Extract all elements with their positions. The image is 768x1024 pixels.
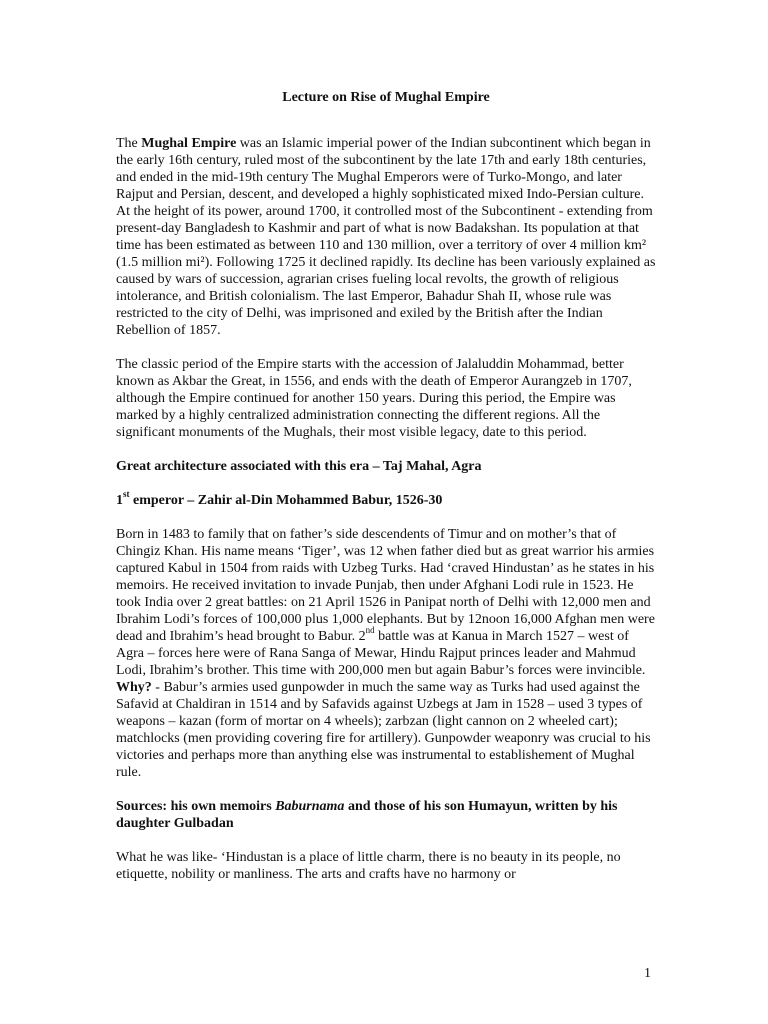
why-label: Why? [116, 680, 152, 695]
emperor-ordinal-suffix: st [123, 489, 130, 500]
battle-ordinal-suffix: nd [365, 625, 375, 636]
babur-text-part2: battle was at Kanua in March 1527 – west of Agra – forces here were of Rana Sanga of Mewar, Hindu Rajput princes leader and Mahmud Lodi, Ibrahim’s brother. This time with 200,000 men but again Babur’s forces were invincible. [116, 629, 646, 678]
intro-text: was an Islamic imperial power of the Indian subcontinent which began in the early 16th century, ruled most of the subcontinent by the late 17th and early 18th centuries, and ended in the mid-19th century The Mughal Emperors were of Turko-Mongo, and later Rajput and Persian, descent, and developed a highly sophisticated mixed Indo-Persian culture. At the height of its power, around 1700, it controlled most of the Subcontinent - extending from present-day Bangladesh to Kashmir and part of what is now Badakshan. Its population at that time has been estimated as between 110 and 130 million, over a territory of over 4 million km² (1.5 million mi²). Following 1725 it declined rapidly. Its decline has been variously explained as caused by wars of succession, agrarian crises fueling local revolts, the growth of religious intolerance, and British colonialism. The last Emperor, Bahadur Shah II, whose rule was restricted to the city of Delhi, was imprisoned and exiled by the British after the Indian Rebellion of 1857. [116, 136, 656, 338]
first-emperor-heading [116, 489, 656, 509]
sources-rest: and those of his son Humayun, written by his daughter Gulbadan [116, 799, 618, 831]
babur-text-part1: Born in 1483 to family that on father’s side descendents of Timur and on mother’s that of Chingiz Khan. His name means ‘Tiger’, was 12 when father died but as great warrior his armies captured Kabul in 1504 from raids with Uzbeg Turks. Had ‘craved Hindustan’ as he states in his memoirs. He received invitation to invade Punjab, then under Afghani Lodi rule in 1523. He took India over 2 great battles: on 21 April 1526 in Panipat north of Delhi with 12,000 men and Ibrahim Lodi’s forces of 100,000 plus 1,000 elephants. But by 12noon 16,000 Afghan men were dead and Ibrahim’s head brought to Babur. 2 [116, 527, 655, 644]
babur-paragraph [116, 526, 656, 781]
sources-book-title: Baburnama [275, 799, 345, 814]
intro-prefix: The [116, 136, 142, 151]
sources-heading [116, 798, 656, 832]
architecture-heading: Great architecture associated with this era – Taj Mahal, Agra [116, 459, 482, 474]
intro-paragraph [116, 135, 656, 339]
emperor-heading-text: emperor – Zahir al-Din Mohammed Babur, 1526-30 [129, 493, 443, 508]
document-title: Lecture on Rise of Mughal Empire [282, 90, 490, 105]
document-page [116, 89, 656, 900]
emperor-number: 1 [116, 493, 123, 508]
page-number: 1 [644, 966, 651, 981]
babur-text-part3: - Babur’s armies used gunpowder in much the same way as Turks had used against the Safavid at Chaldiran in 1514 and by Safavids against Uzbegs at Jam in 1528 – used 3 types of weapons – kazan (form of mortar on 4 wheels); zarbzan (light cannon on 2 wheeled cart); matchlocks (men providing covering fire for artillery). Gunpowder weaponry was crucial to his victories and perhaps more than anything else was instrumental to establishement of Mughal rule. [116, 680, 651, 780]
quote-paragraph: What he was like- ‘Hindustan is a place of little charm, there is no beauty in its people, no etiquette, nobility or manliness. The arts and crafts have no harmony or [116, 850, 621, 882]
intro-bold-term: Mughal Empire [141, 136, 237, 151]
classic-period-paragraph: The classic period of the Empire starts with the accession of Jalaluddin Mohammad, better known as Akbar the Great, in 1556, and ends with the death of Emperor Aurangzeb in 1707, although the Empire continued for another 150 years. During this period, the Empire was marked by a highly centralized administration connecting the different regions. All the significant monuments of the Mughals, their most visible legacy, date to this period. [116, 357, 632, 440]
sources-prefix: Sources: his own memoirs [116, 799, 276, 814]
